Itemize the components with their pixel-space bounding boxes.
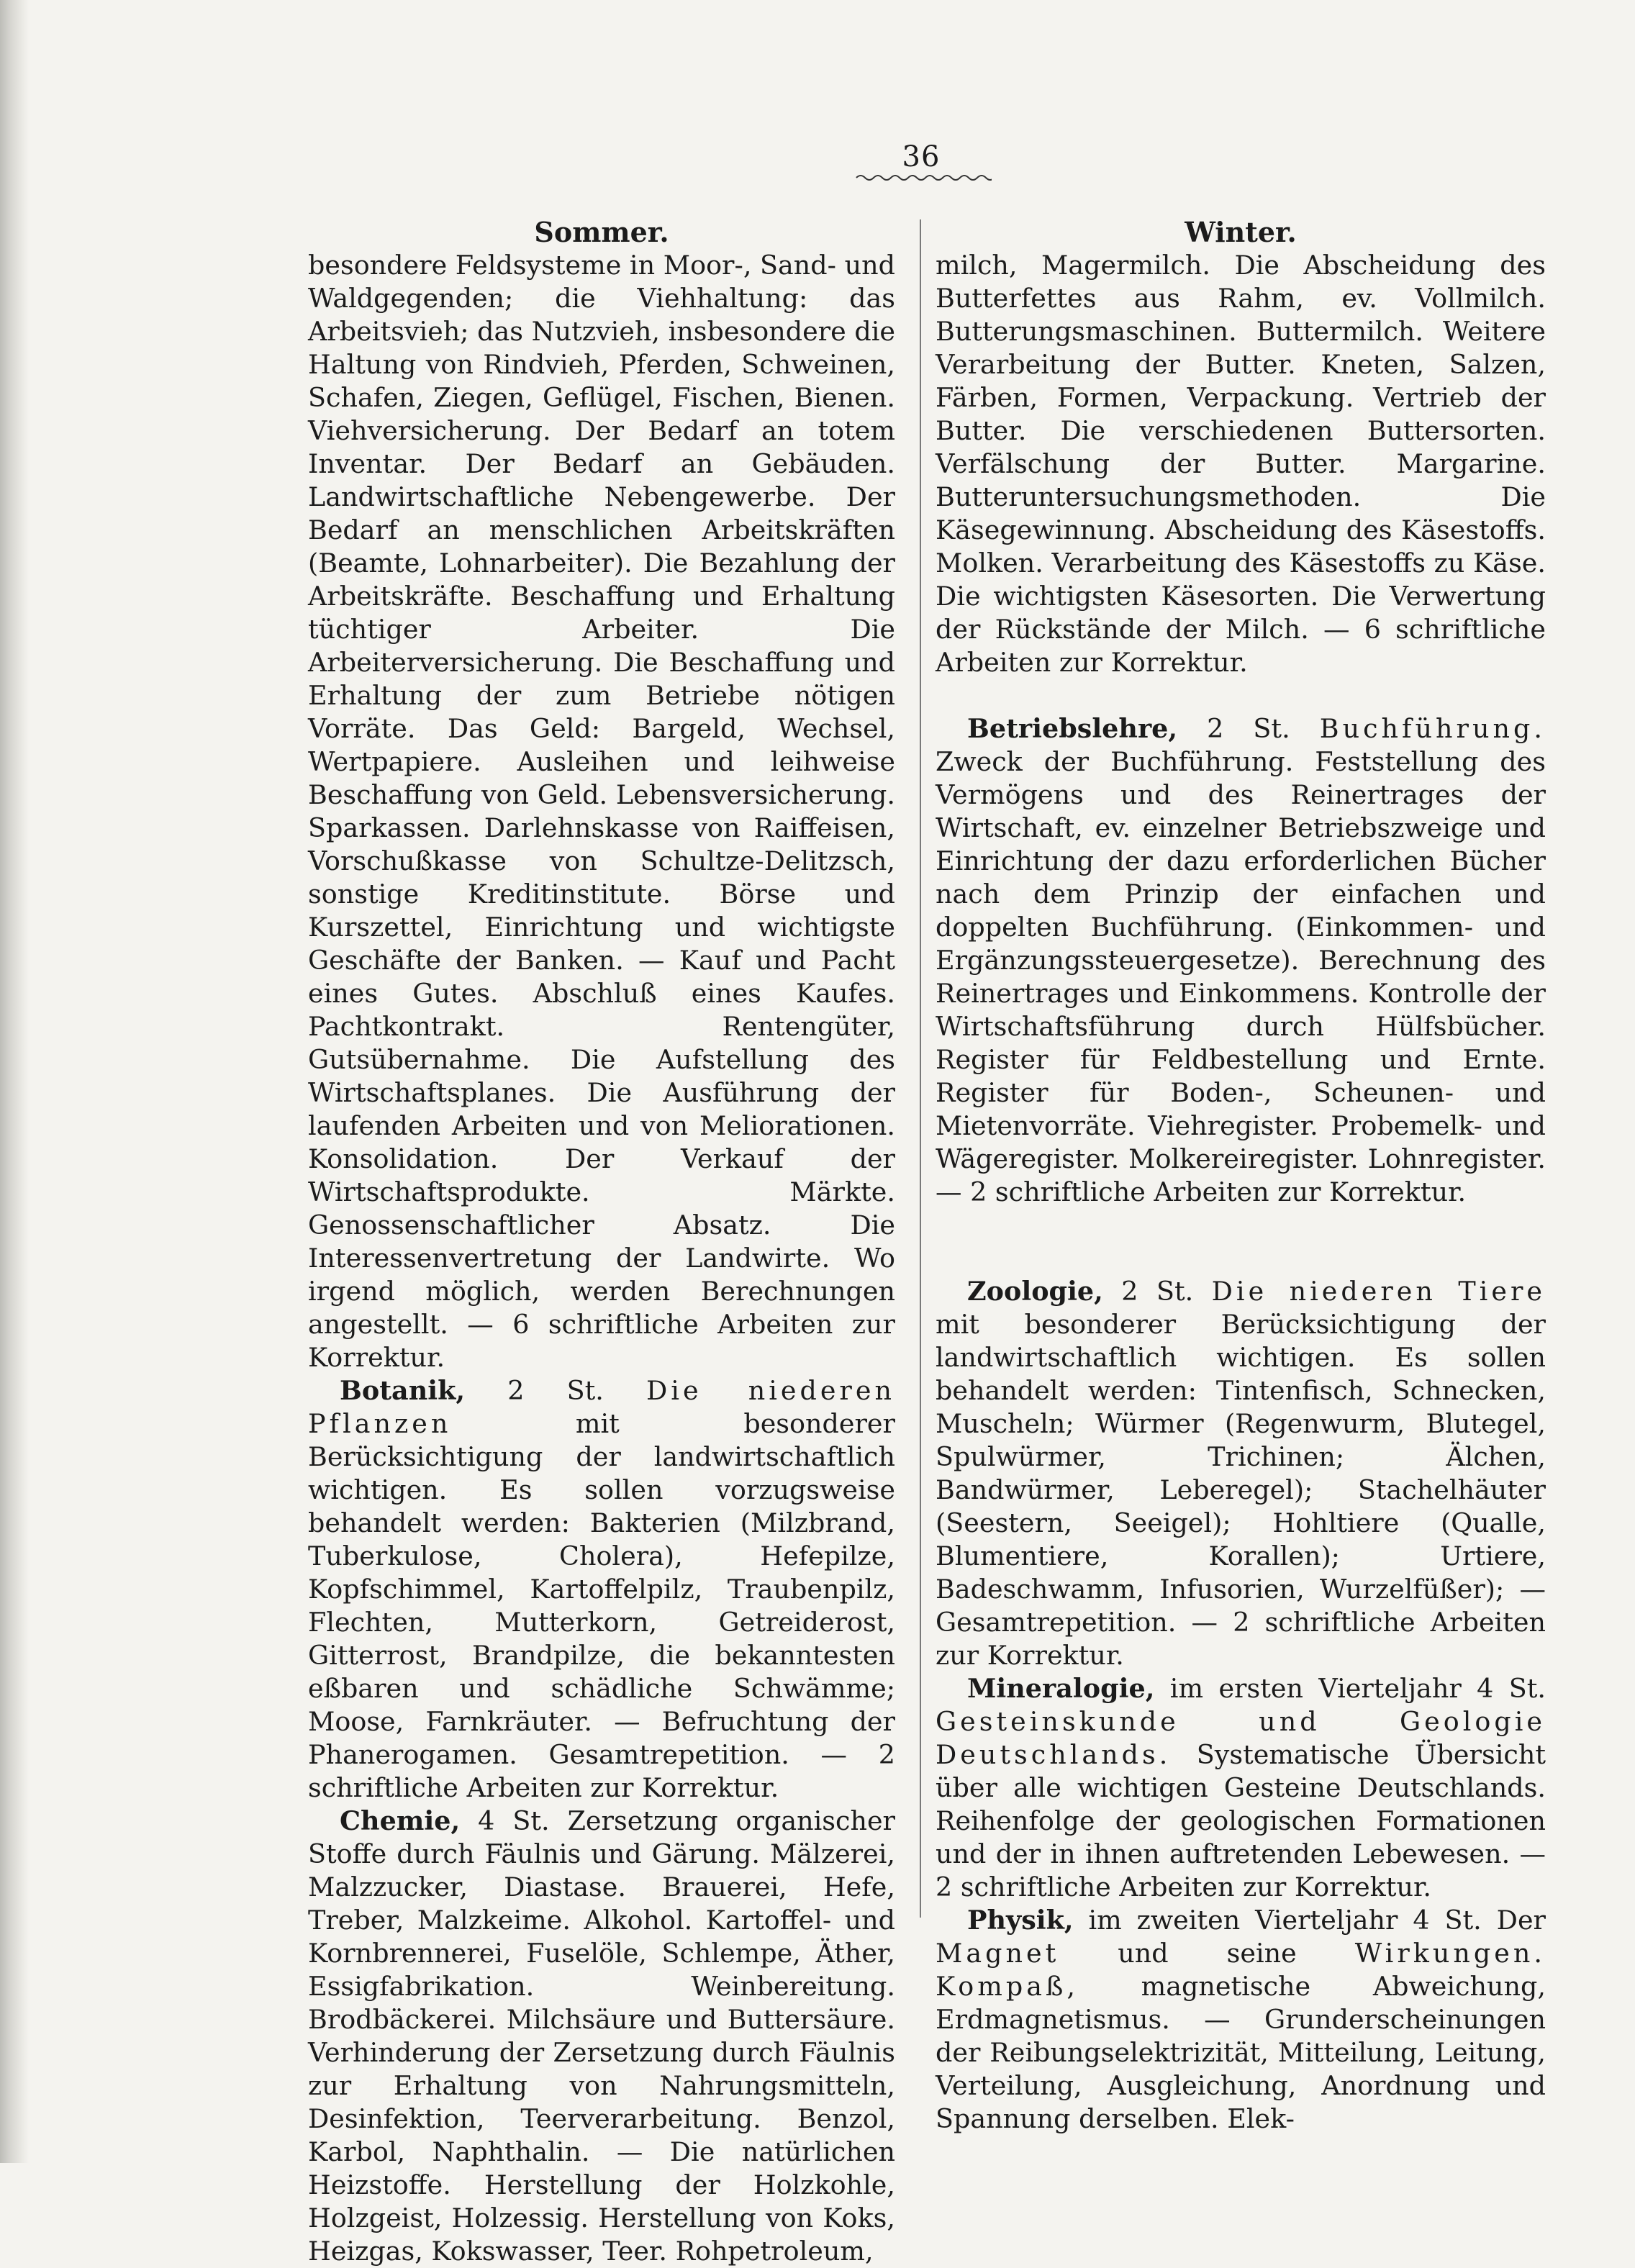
page-number: 36 [902, 140, 941, 173]
physik-hours: im zweiten Vierteljahr 4 St. Der [1073, 1905, 1546, 1936]
zoologie-subject: Zoologie, [967, 1276, 1103, 1307]
physik-topic-wirkungen: Wirkungen. Kompaß, [936, 1938, 1546, 2002]
right-column [936, 216, 1546, 2136]
zoologie-section [936, 1275, 1546, 1672]
page-binding-edge [0, 0, 29, 2163]
botanik-topic: Die niederen Pflanzen [308, 1375, 895, 1439]
right-column-heading: Winter. [1185, 216, 1297, 248]
chemie-section [308, 1805, 895, 2268]
zoologie-text: mit besonderer Berücksichtigung der landwirtschaftlich wichtigen. Es sollen behandelt werden: Tintenfisch, Schnecken, Muscheln; Würmer (Regenwurm, Blutegel, Spulwürmer, Trichinen; Älchen, Bandwürmer, Leberegel); Stachelhäuter (Seestern, Seeigel); Hohltiere (Qualle, Blumentiere, Korallen); Urtiere, Badeschwamm, Infusorien, Wurzelfüßer); — Gesamtrepetition. — 2 schriftliche Arbeiten zur Korrektur. [936, 1309, 1546, 1671]
botanik-section [308, 1374, 895, 1805]
zoologie-topic: Die niederen Tiere [1211, 1276, 1546, 1307]
left-column-heading: Sommer. [534, 216, 669, 248]
betriebslehre-subject: Betriebslehre, [967, 713, 1178, 744]
mineralogie-hours: im ersten Vierteljahr 4 St. [1154, 1673, 1546, 1704]
physik-mid: und seine [1059, 1938, 1355, 1969]
wavy-rule-ornament [855, 173, 992, 183]
left-intro-paragraph: besondere Feldsysteme in Moor-, Sand- und Waldgegenden; die Viehhaltung: das Arbeitsvieh; das Nutzvieh, insbesondere die Haltung von Rindvieh, Pferden, Schweinen, Schafen, Ziegen, Geflügel, Fischen, Bienen. Viehversicherung. Der Bedarf an totem Inventar. Der Bedarf an Gebäuden. Landwirtschaftliche Nebengewerbe. Der Bedarf an menschlichen Arbeitskräften (Beamte, Lohnarbeiter). Die Bezahlung der Arbeitskräfte. Beschaffung und Erhaltung tüchtiger Arbeiter. Die Arbeiterversicherung. Die Beschaffung und Erhaltung der zum Betriebe nötigen Vorräte. Das Geld: Bargeld, Wechsel, Wertpapiere. Ausleihen und leihweise Beschaffung von Geld. Lebensversicherung. Sparkassen. Darlehnskasse von Raiffeisen, Vorschußkasse von Schultze-Delitzsch, sonstige Kreditinstitute. Börse und Kurszettel, Einrichtung und wichtigste Geschäfte der Banken. — Kauf und Pacht eines Gutes. Abschluß eines Kaufes. Pachtkontrakt. Rentengüter, Gutsübernahme. Die Aufstellung des Wirtschaftsplanes. Die Ausführung der laufenden Arbeiten und von Meliorationen. Konsolidation. Der Verkauf der Wirtschaftsprodukte. Märkte. Genossenschaftlicher Absatz. Die Interessenvertretung der Landwirte. Wo irgend möglich, werden Berechnungen angestellt. — 6 schriftliche Arbeiten zur Korrektur. [308, 250, 895, 1373]
physik-section [936, 1904, 1546, 2136]
chemie-text: 4 St. Zersetzung organischer Stoffe durch Fäulnis und Gärung. Mälzerei, Malzzucker, Diastase. Brauerei, Hefe, Treber, Malzkeime. Alkohol. Kartoffel- und Kornbrennerei, Fuselöle, Schlempe, Äther, Essigfabrikation. Weinbereitung. Brodbäckerei. Milchsäure und Buttersäure. Verhinderung der Zersetzung durch Fäulnis zur Erhaltung von Nahrungsmitteln, Desinfektion, Teerverarbeitung. Benzol, Karbol, Naphthalin. — Die natürlichen Heizstoffe. Herstellung der Holzkohle, Holzgeist, Holzessig. Herstellung von Koks, Heizgas, Kokswasser, Teer. Rohpetroleum, [308, 1805, 895, 2267]
botanik-hours: 2 St. [465, 1375, 647, 1406]
column-divider [920, 219, 921, 1918]
spacer [936, 679, 1546, 712]
betriebslehre-text: Zweck der Buchführung. Feststellung des Vermögens und des Reinertrages der Wirtschaft, ev. einzelner Betriebszweige und Einrichtung der dazu erforderlichen Bücher nach dem Prinzip der einfachen und doppelten Buchführung. (Einkommen- und Ergänzungssteuergesetze). Berechnung des Reinertrages und Einkommens. Kontrolle der Wirtschaftsführung durch Hülfsbücher. Register für Feldbestellung und Ernte. Register für Boden-, Scheunen- und Mietenvorräte. Viehregister. Probemelk- und Wägeregister. Molkereiregister. Lohnregister. — 2 schriftliche Arbeiten zur Korrektur. [936, 746, 1546, 1207]
physik-text: magnetische Abweichung, Erdmagnetismus. — Grunderscheinungen der Reibungselektrizität, Mitteilung, Leitung, Verteilung, Ausgleichung, Anordnung und Spannung derselben. Elek- [936, 1971, 1546, 2134]
mineralogie-topic: Gesteinskunde und Geologie Deutschlands. [936, 1706, 1546, 1770]
betriebslehre-topic: Buchführung. [1319, 713, 1546, 744]
left-column [308, 216, 895, 2268]
physik-topic-magnet: Magnet [936, 1938, 1060, 1969]
mineralogie-subject: Mineralogie, [967, 1673, 1155, 1704]
chemie-subject: Chemie, [340, 1805, 461, 1836]
betriebslehre-section [936, 712, 1546, 1209]
botanik-text: mit besonderer Berücksichtigung der landwirtschaftlich wichtigen. Es sollen vorzugsweise behandelt werden: Bakterien (Milzbrand, Tuberkulose, Cholera), Hefepilze, Kopfschimmel, Kartoffelpilz, Traubenpilz, Flechten, Mutterkorn, Getreiderost, Gitterrost, Brandpilze, die bekanntesten eßbaren und schädliche Schwämme; Moose, Farnkräuter. — Befruchtung der Phanerogamen. Gesamtrepetition. — 2 schriftliche Arbeiten zur Korrektur. [308, 1408, 895, 1803]
betriebslehre-hours: 2 St. [1177, 713, 1320, 744]
mineralogie-section [936, 1672, 1546, 1904]
zoologie-hours: 2 St. [1102, 1276, 1212, 1307]
mineralogie-text: Systematische Übersicht über alle wichtigen Gesteine Deutschlands. Reihenfolge der geologischen Formationen und der in ihnen auftretenden Lebewesen. — 2 schriftliche Arbeiten zur Korrektur. [936, 1739, 1546, 1902]
botanik-subject: Botanik, [340, 1375, 466, 1406]
physik-subject: Physik, [967, 1905, 1074, 1936]
right-intro-paragraph: milch, Magermilch. Die Abscheidung des Butterfettes aus Rahm, ev. Vollmilch. Butterungsmaschinen. Buttermilch. Weitere Verarbeitung der Butter. Kneten, Salzen, Färben, Formen, Verpackung. Vertrieb der Butter. Die verschiedenen Buttersorten. Verfälschung der Butter. Margarine. Butteruntersuchungsmethoden. Die Käsegewinnung. Abscheidung des Käsestoffs. Molken. Verarbeitung des Käsestoffs zu Käse. Die wichtigsten Käsesorten. Die Verwertung der Rückstände der Milch. — 6 schriftliche Arbeiten zur Korrektur. [936, 250, 1546, 678]
spacer [936, 1209, 1546, 1275]
